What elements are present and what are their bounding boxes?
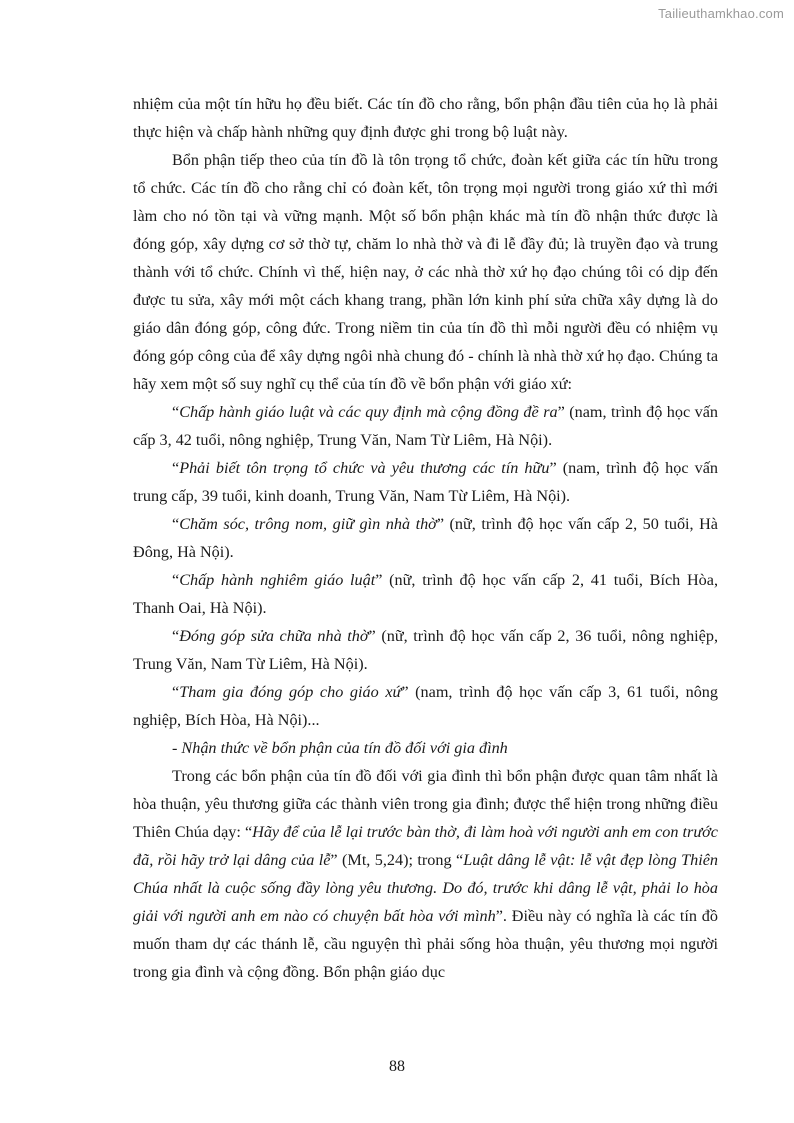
paragraph-text: ” (Mt, 5,24); trong “ [330,851,464,869]
quote-text: Đóng góp sửa chữa nhà thờ [179,627,369,645]
quote-paragraph [133,398,718,454]
quote-source: ” (nữ, trình độ học vấn cấp 2, 36 tuổi, nông nghiệp, Trung Văn, Nam Từ Liêm, Hà Nội). [133,627,719,673]
quote-paragraph [133,510,718,566]
page-number: 88 [389,1058,405,1075]
quote-open: “ [172,627,180,645]
quote-open: “ [172,571,180,589]
watermark: Tailieuthamkhao.com [658,6,784,21]
quote-paragraph [133,622,718,678]
paragraph [133,762,718,986]
quote-source: ” (nữ, trình độ học vấn cấp 2, 50 tuổi, Hà Đông, Hà Nội). [133,515,718,561]
quote-open: “ [172,515,180,533]
quote-text: Phải biết tôn trọng tổ chức và yêu thương các tín hữu [179,459,550,477]
paragraph-text: Trong các bổn phận của tín đồ đối với gia đình thì bổn phận được quan tâm nhất là hòa thuận, yêu thương giữa các thành viên trong gia đình; được thể hiện trong những điều Thiên Chúa dạy: “ [133,767,718,841]
section-subheading: - Nhận thức về bổn phận của tín đồ đối với gia đình [172,739,508,757]
quote-paragraph [133,566,718,622]
quote-open: “ [172,403,180,421]
quote-source: ” (nam, trình độ học vấn trung cấp, 39 tuổi, kinh doanh, Trung Văn, Nam Từ Liêm, Hà Nội). [133,459,718,505]
scripture-quote: Luật dâng lễ vật: lễ vật đẹp lòng Thiên Chúa nhất là cuộc sống đầy lòng yêu thương. Do đó, trước khi dâng lễ vật, phải lo hòa giải với người anh em nào có chuyện bất hòa với mình [133,851,718,925]
paragraph-text: ”. Điều này có nghĩa là các tín đồ muốn tham dự các thánh lễ, cầu nguyện thì phải sống hòa thuận, yêu thương mọi người trong gia đình và cộng đồng. Bổn phận giáo dục [133,907,718,981]
quote-paragraph [133,454,718,510]
quote-paragraph [133,678,718,734]
paragraph: Bổn phận tiếp theo của tín đồ là tôn trọng tổ chức, đoàn kết giữa các tín hữu trong tổ chức. Các tín đồ cho rằng chỉ có đoàn kết, tôn trọng mọi người trong giáo xứ thì mới làm cho nó tồn tại và vững mạnh. Một số bổn phận khác mà tín đồ nhận thức được là đóng góp, xây dựng cơ sở thờ tự, chăm lo nhà thờ và đi lễ đầy đủ; là truyền đạo và trung thành với tổ chức. Chính vì thế, hiện nay, ở các nhà thờ xứ họ đạo chúng tôi có dịp đến được tu sửa, xây mới một cách khang trang, phần lớn kinh phí sửa chữa xây dựng là do giáo dân đóng góp, công đức. Trong niềm tin của tín đồ thì mỗi người đều có nhiệm vụ đóng góp công của để xây dựng ngôi nhà chung đó - chính là nhà thờ xứ họ đạo. Chúng ta hãy xem một số suy nghĩ cụ thể của tín đồ về bổn phận với giáo xứ: [133,151,718,393]
quote-text: Chăm sóc, trông nom, giữ gìn nhà thờ [179,515,437,533]
quote-text: Chấp hành giáo luật và các quy định mà cộng đồng đề ra [179,403,558,421]
scripture-quote: Hãy để của lễ lại trước bàn thờ, đi làm hoà với người anh em con trước đã, rồi hãy trở lại dâng của lễ [133,823,718,869]
quote-open: “ [172,459,180,477]
quote-text: Tham gia đóng góp cho giáo xứ [179,683,402,701]
document-body [133,90,718,986]
quote-source: ” (nam, trình độ học vấn cấp 3, 42 tuổi, nông nghiệp, Trung Văn, Nam Từ Liêm, Hà Nội). [133,403,719,449]
paragraph: nhiệm của một tín hữu họ đều biết. Các tín đồ cho rằng, bổn phận đầu tiên của họ là phải thực hiện và chấp hành những quy định được ghi trong bộ luật này. [133,95,718,141]
quote-source: ” (nam, trình độ học vấn cấp 3, 61 tuổi, nông nghiệp, Bích Hòa, Hà Nội)... [133,683,718,729]
quote-source: ” (nữ, trình độ học vấn cấp 2, 41 tuổi, Bích Hòa, Thanh Oai, Hà Nội). [133,571,718,617]
quote-text: Chấp hành nghiêm giáo luật [179,571,376,589]
quote-open: “ [172,683,180,701]
